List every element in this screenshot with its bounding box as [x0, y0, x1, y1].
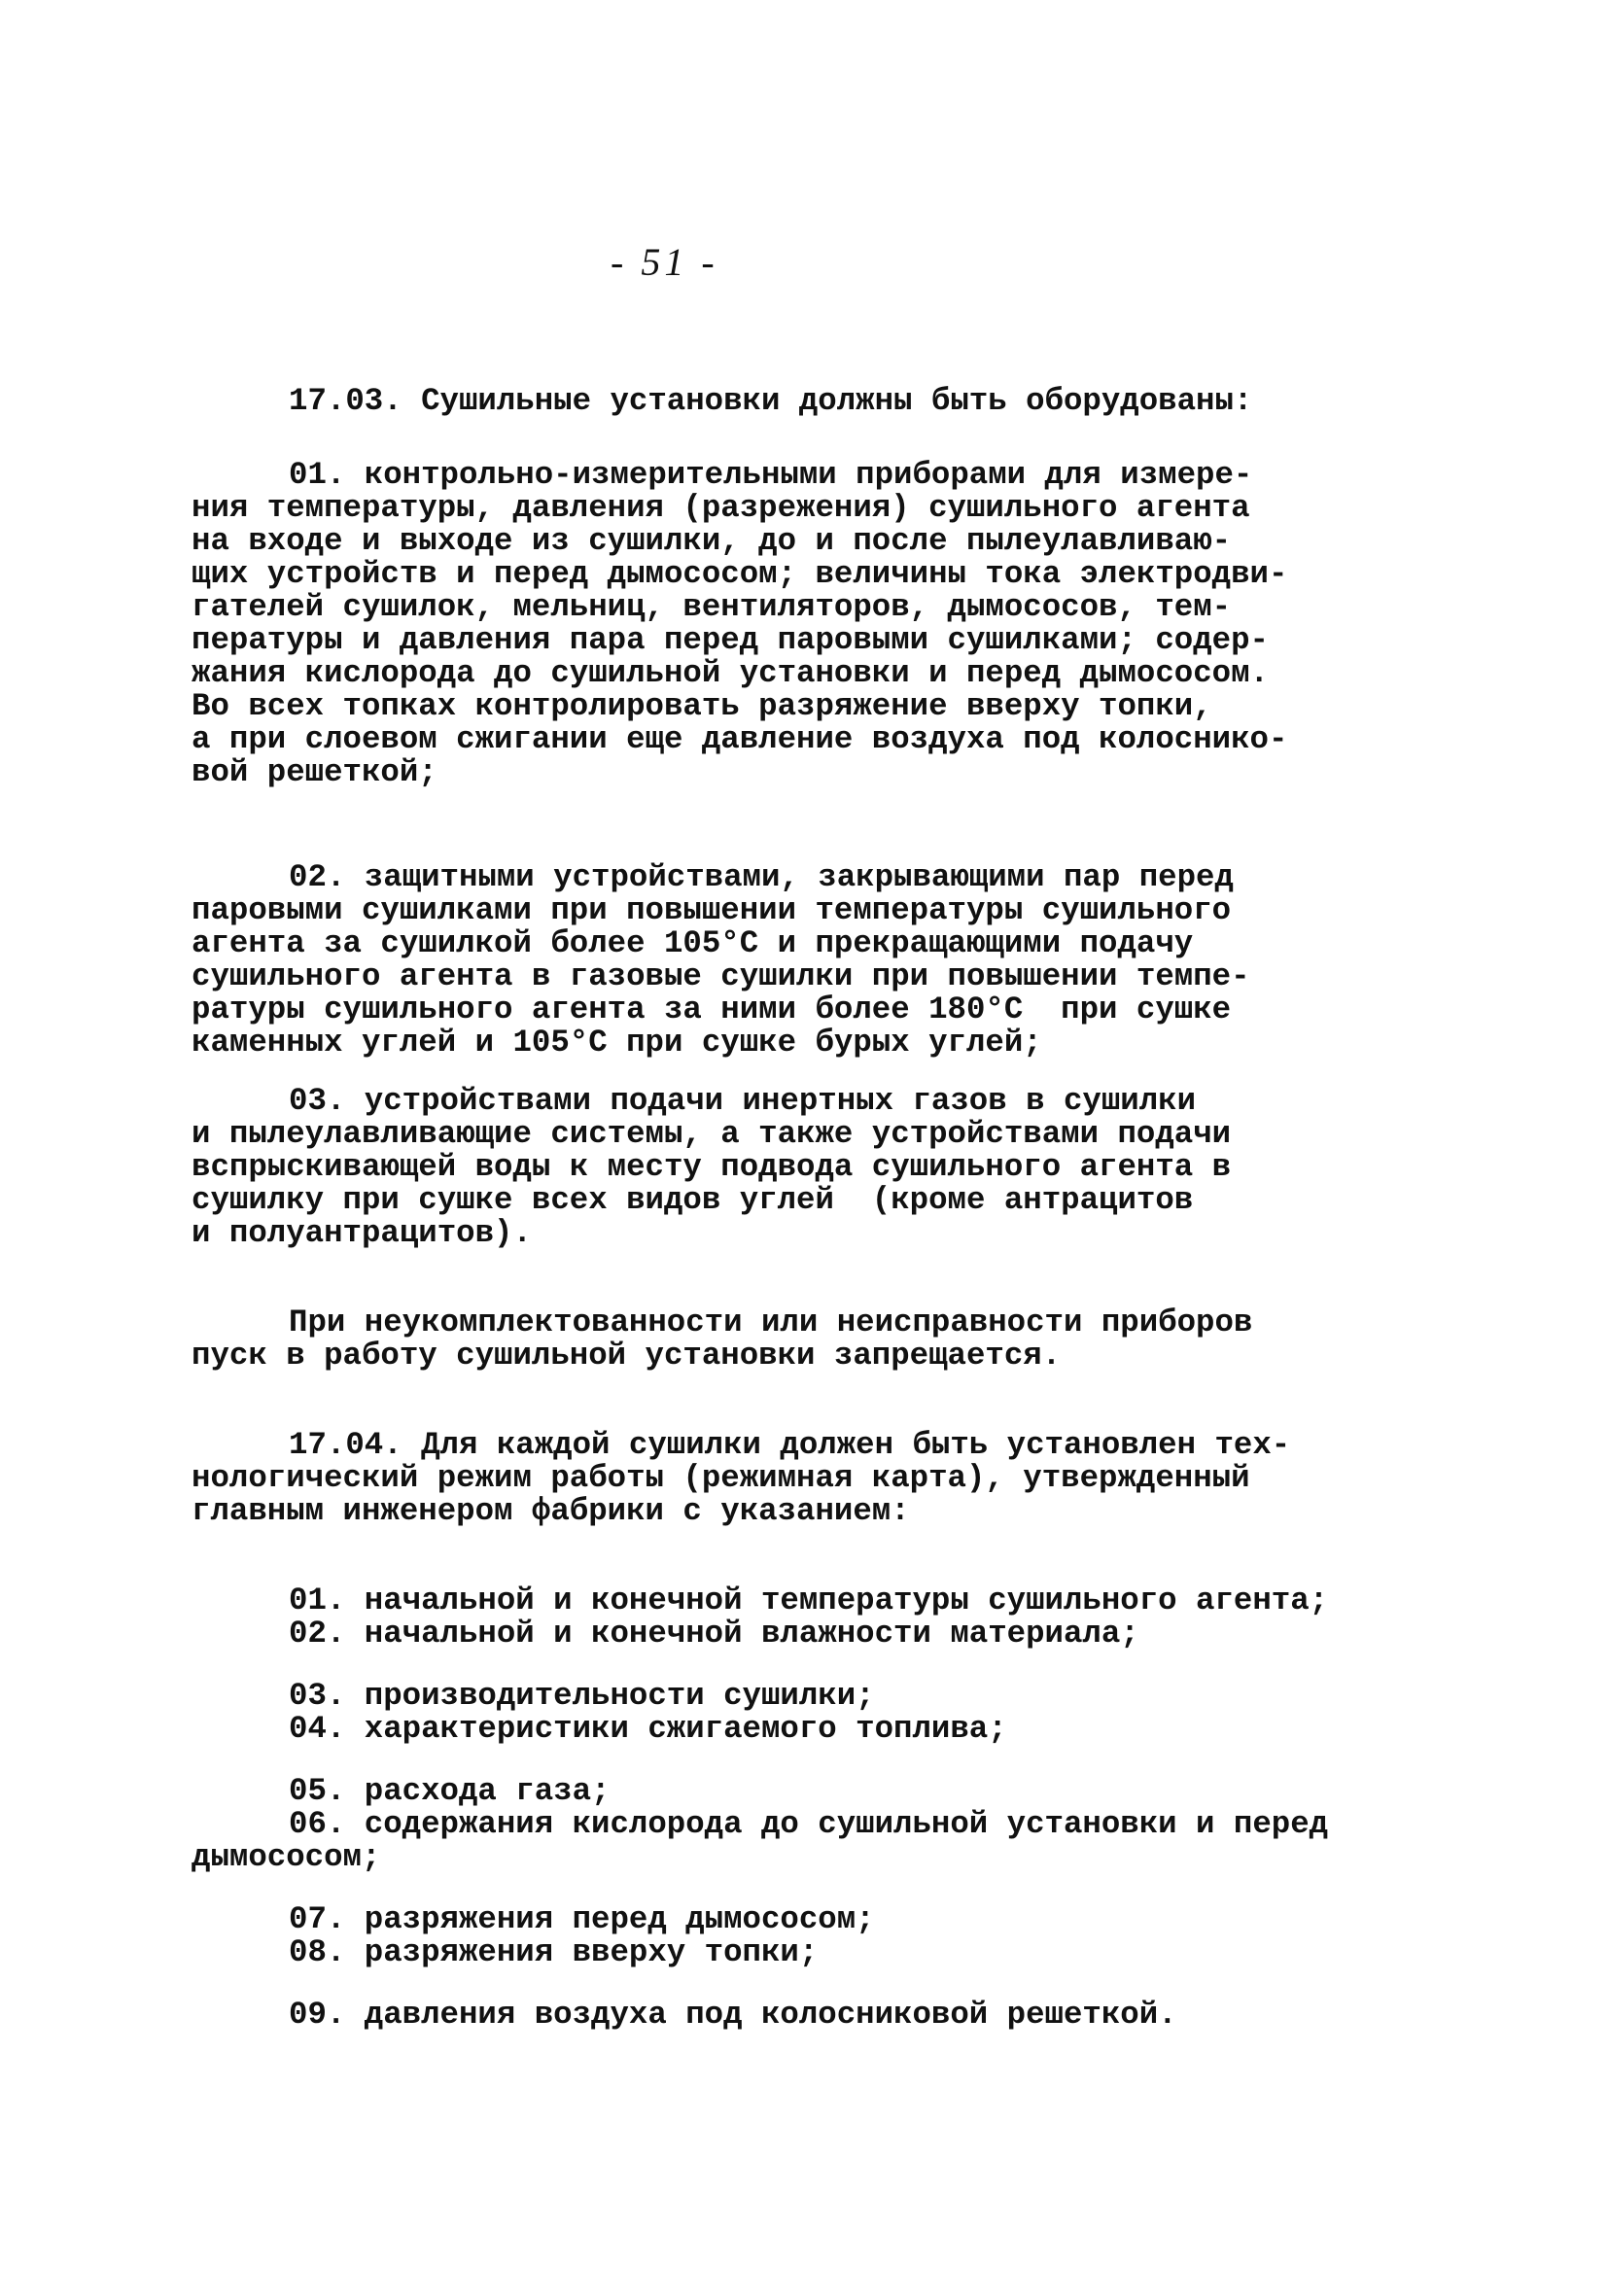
- paragraph-line: Во всех топках контролировать разряжение вверху топки,: [192, 688, 1212, 724]
- heading-line: 17.03. Сушильные установки должны быть оборудованы:: [289, 383, 1253, 419]
- note-paragraph: [192, 1306, 1465, 1373]
- paragraph-line: пературы и давления пара перед паровыми сушилками; содер-: [192, 622, 1269, 658]
- item-03-paragraph: [192, 1085, 1465, 1250]
- list-item: 01. начальной и конечной температуры сушильного агента;: [289, 1583, 1329, 1618]
- paragraph-line: вой решеткой;: [192, 754, 437, 790]
- paragraph-line: 03. устройствами подачи инертных газов в сушилки: [289, 1083, 1197, 1119]
- paragraph-line: гателей сушилок, мельниц, вентиляторов, дымососов, тем-: [192, 589, 1232, 625]
- paragraph-line: При неукомплектованности или неисправности приборов: [289, 1305, 1253, 1340]
- paragraph-line: 02. защитными устройствами, закрывающими пар перед: [289, 859, 1234, 895]
- paragraph-line: сушильного агента в газовые сушилки при повышении темпе-: [192, 958, 1250, 994]
- list-item: 04. характеристики сжигаемого топлива;: [289, 1711, 1007, 1747]
- paragraph-line: щих устройств и перед дымососом; величины тока электродви-: [192, 556, 1288, 592]
- paragraph-line: и пылеулавливающие системы, а также устройствами подачи: [192, 1116, 1232, 1152]
- paragraph-line: ния температуры, давления (разрежения) сушильного агента: [192, 490, 1250, 526]
- list-item: 09. давления воздуха под колосниковой решеткой.: [289, 1997, 1177, 2033]
- paragraph-line: нологический режим работы (режимная карта), утвержденный: [192, 1460, 1250, 1496]
- list-item: 02. начальной и конечной влажности материала;: [289, 1616, 1139, 1652]
- list-item: 07. разряжения перед дымососом;: [289, 1901, 875, 1937]
- document-body: [192, 383, 1465, 2033]
- list-item: 05. расхода газа;: [289, 1773, 611, 1809]
- paragraph-line: жания кислорода до сушильной установки и перед дымососом.: [192, 655, 1269, 691]
- list-item-continuation: дымососом;: [192, 1839, 381, 1875]
- paragraph-line: на входе и выходе из сушилки, до и после пылеулавливаю-: [192, 523, 1232, 559]
- list-item: 06. содержания кислорода до сушильной установки и перед: [289, 1806, 1329, 1842]
- section-17-03-heading: [192, 385, 1465, 418]
- item-01-paragraph: [192, 459, 1465, 789]
- paragraph-line: вспрыскивающей воды к месту подвода сушильного агента в: [192, 1149, 1232, 1185]
- item-02-paragraph: [192, 861, 1465, 1060]
- paragraph-line: а при слоевом сжигании еще давление воздуха под колоснико-: [192, 721, 1288, 757]
- paragraph-line: каменных углей и 105°С при сушке бурых углей;: [192, 1025, 1042, 1061]
- page-number: - 51 -: [611, 240, 718, 284]
- paragraph-line: ратуры сушильного агента за ними более 180°С при сушке: [192, 991, 1232, 1027]
- list-item: 08. разряжения вверху топки;: [289, 1934, 819, 1970]
- paragraph-line: пуск в работу сушильной установки запрещается.: [192, 1338, 1062, 1374]
- section-17-04-intro: [192, 1429, 1465, 1528]
- list-item: 03. производительности сушилки;: [289, 1678, 875, 1714]
- section-17-04-list: [192, 1584, 1465, 2032]
- paragraph-line: и полуантрацитов).: [192, 1215, 532, 1251]
- paragraph-line: сушилку при сушке всех видов углей (кроме антрацитов: [192, 1182, 1194, 1218]
- paragraph-line: 17.04. Для каждой сушилки должен быть установлен тех-: [289, 1427, 1291, 1463]
- paragraph-line: главным инженером фабрики с указанием:: [192, 1493, 910, 1529]
- paragraph-line: 01. контрольно-измерительными приборами для измере-: [289, 457, 1253, 493]
- paragraph-line: агента за сушилкой более 105°С и прекращающими подачу: [192, 925, 1194, 961]
- paragraph-line: паровыми сушилками при повышении температуры сушильного: [192, 892, 1232, 928]
